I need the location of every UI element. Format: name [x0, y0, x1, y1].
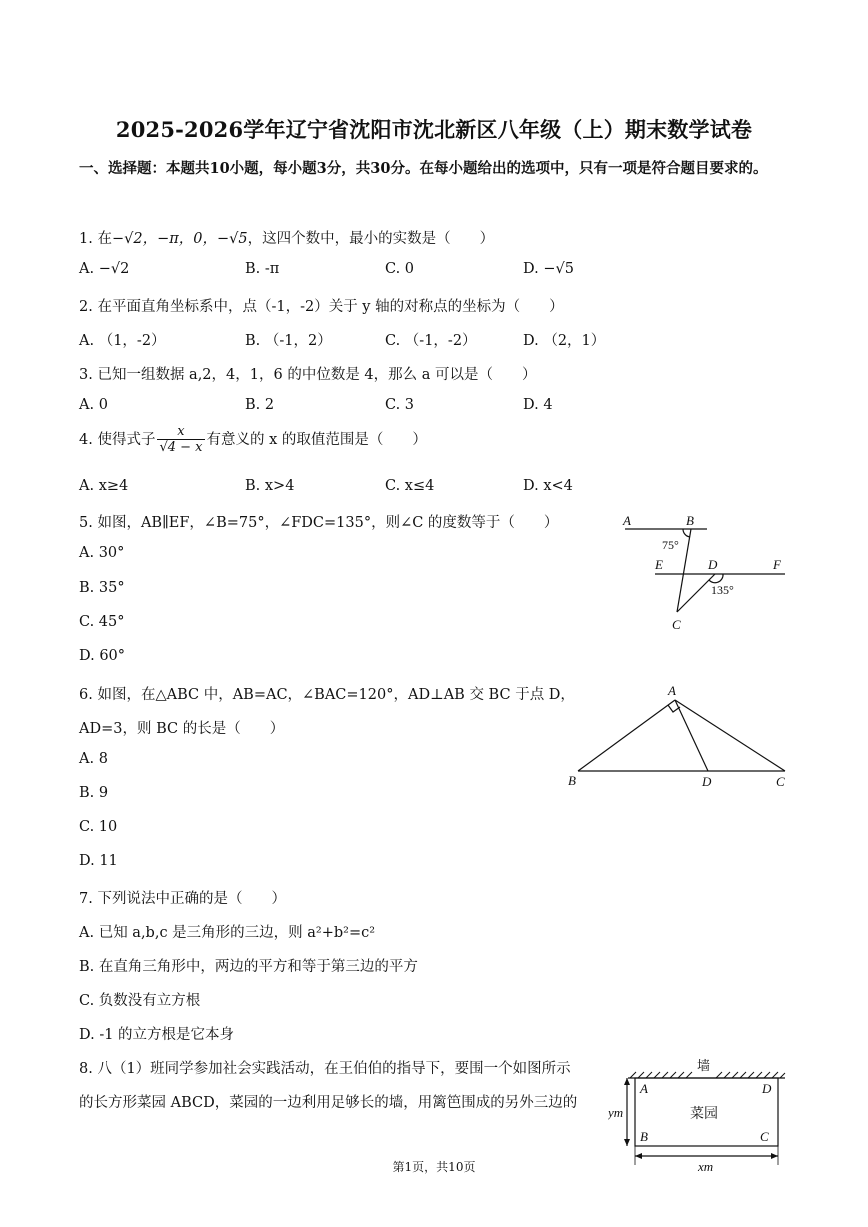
- question-7-stem: 7. 下列说法中正确的是（ ）: [79, 891, 286, 907]
- side-ab: [578, 700, 675, 771]
- q4-fraction: [157, 424, 204, 456]
- question-6-stem-2: AD=3，则 BC 的长是（ ）: [79, 721, 285, 737]
- q4-stem-suffix: 有意义的 x 的取值范围是（ ）: [206, 432, 427, 448]
- q5-option-a: A. 30°: [79, 545, 125, 561]
- label-a: A: [640, 1081, 648, 1096]
- label-f: F: [773, 557, 781, 572]
- q5-option-c: C. 45°: [79, 614, 125, 630]
- angle-75-label: 75°: [662, 538, 679, 552]
- q5-option-b: B. 35°: [79, 580, 125, 596]
- x-label: xm: [698, 1159, 714, 1174]
- angle-b-arc: [683, 529, 690, 537]
- question-1-stem: [79, 227, 494, 248]
- q7-option-b: B. 在直角三角形中，两边的平方和等于第三边的平方: [79, 959, 418, 975]
- label-c: C: [672, 617, 681, 632]
- label-a: A: [623, 513, 631, 528]
- q3-option-b: B. 2: [245, 397, 275, 413]
- label-b: B: [568, 773, 576, 788]
- q8-figure: [608, 1055, 793, 1175]
- q2-option-d: D. （2，1）: [523, 333, 606, 349]
- q2-option-c: C. （-1，-2）: [385, 333, 477, 349]
- q4-option-d: D. x<4: [523, 478, 573, 494]
- section-heading: 一、选择题：本题共10小题，每小题3分，共30分。在每小题给出的选项中，只有一项是符合题目要求的。: [79, 160, 768, 177]
- q1-math: −√2，−π，0，−√5: [111, 231, 248, 247]
- q5-figure: [615, 508, 795, 638]
- q6-option-b: B. 9: [79, 785, 109, 801]
- q7-option-c: C. 负数没有立方根: [79, 993, 201, 1009]
- q1-option-b: B. -π: [245, 261, 280, 277]
- label-b: B: [640, 1129, 648, 1144]
- q1-stem-suffix: ，这四个数中，最小的实数是（ ）: [247, 231, 495, 247]
- y-label: ym: [608, 1105, 624, 1120]
- q1-option-a: A. −√2: [79, 261, 130, 277]
- question-4-stem: [79, 424, 427, 456]
- q1-option-d: D. −√5: [523, 261, 574, 277]
- q3-option-d: D. 4: [523, 397, 553, 413]
- q4-option-c: C. x≤4: [385, 478, 435, 494]
- question-6-stem-1: 6. 如图，在△ABC 中，AB=AC，∠BAC=120°，AD⊥AB 交 BC 于点 D，: [79, 687, 575, 703]
- label-e: E: [655, 557, 663, 572]
- q2-option-a: A. （1，-2）: [79, 333, 166, 349]
- q3-option-a: A. 0: [79, 397, 108, 413]
- q1-stem-prefix: 1. 在: [79, 231, 112, 247]
- q5-option-d: D. 60°: [79, 648, 126, 664]
- q6-option-a: A. 8: [79, 751, 108, 767]
- question-2-stem: 2. 在平面直角坐标系中，点（-1，-2）关于 y 轴的对称点的坐标为（ ）: [79, 299, 564, 315]
- q2-option-b: B. （-1，2）: [245, 333, 332, 349]
- q4-stem-prefix: 4. 使得式子: [79, 432, 156, 448]
- q6-figure: [560, 680, 800, 795]
- q6-option-c: C. 10: [79, 819, 118, 835]
- q4-numerator: x: [177, 424, 185, 439]
- q3-option-c: C. 3: [385, 397, 415, 413]
- q4-denominator: √4 − x: [159, 440, 203, 455]
- wall-label: 墙: [697, 1058, 711, 1073]
- angle-135-label: 135°: [711, 583, 734, 597]
- page-title: 2025-2026学年辽宁省沈阳市沈北新区八年级（上）期末数学试卷: [115, 117, 753, 142]
- label-b: B: [686, 513, 694, 528]
- label-a: A: [668, 683, 676, 698]
- q4-option-b: B. x>4: [245, 478, 295, 494]
- question-5-stem: 5. 如图，AB∥EF，∠B=75°，∠FDC=135°，则∠C 的度数等于（ ）: [79, 515, 559, 531]
- q7-option-a: A. 已知 a,b,c 是三角形的三边，则 a²+b²=c²: [79, 925, 376, 941]
- question-8-stem-1: 8. 八（1）班同学参加社会实践活动，在王伯伯的指导下，要围一个如图所示: [79, 1061, 571, 1077]
- label-c: C: [760, 1129, 769, 1144]
- question-3-stem: 3. 已知一组数据 a,2，4，1，6 的中位数是 4，那么 a 可以是（ ）: [79, 367, 537, 383]
- q4-option-a: A. x≥4: [79, 478, 129, 494]
- q1-option-c: C. 0: [385, 261, 415, 277]
- page-footer: 第1页，共10页: [392, 1160, 476, 1174]
- label-d: D: [708, 557, 718, 572]
- label-c: C: [776, 774, 785, 789]
- label-d: D: [762, 1081, 772, 1096]
- q6-option-d: D. 11: [79, 853, 118, 869]
- garden-label: 菜园: [690, 1107, 718, 1122]
- label-d: D: [702, 774, 712, 789]
- question-8-stem-2: 的长方形菜园 ABCD，菜园的一边利用足够长的墙，用篱笆围成的另外三边的: [79, 1095, 578, 1111]
- q7-option-d: D. -1 的立方根是它本身: [79, 1027, 235, 1043]
